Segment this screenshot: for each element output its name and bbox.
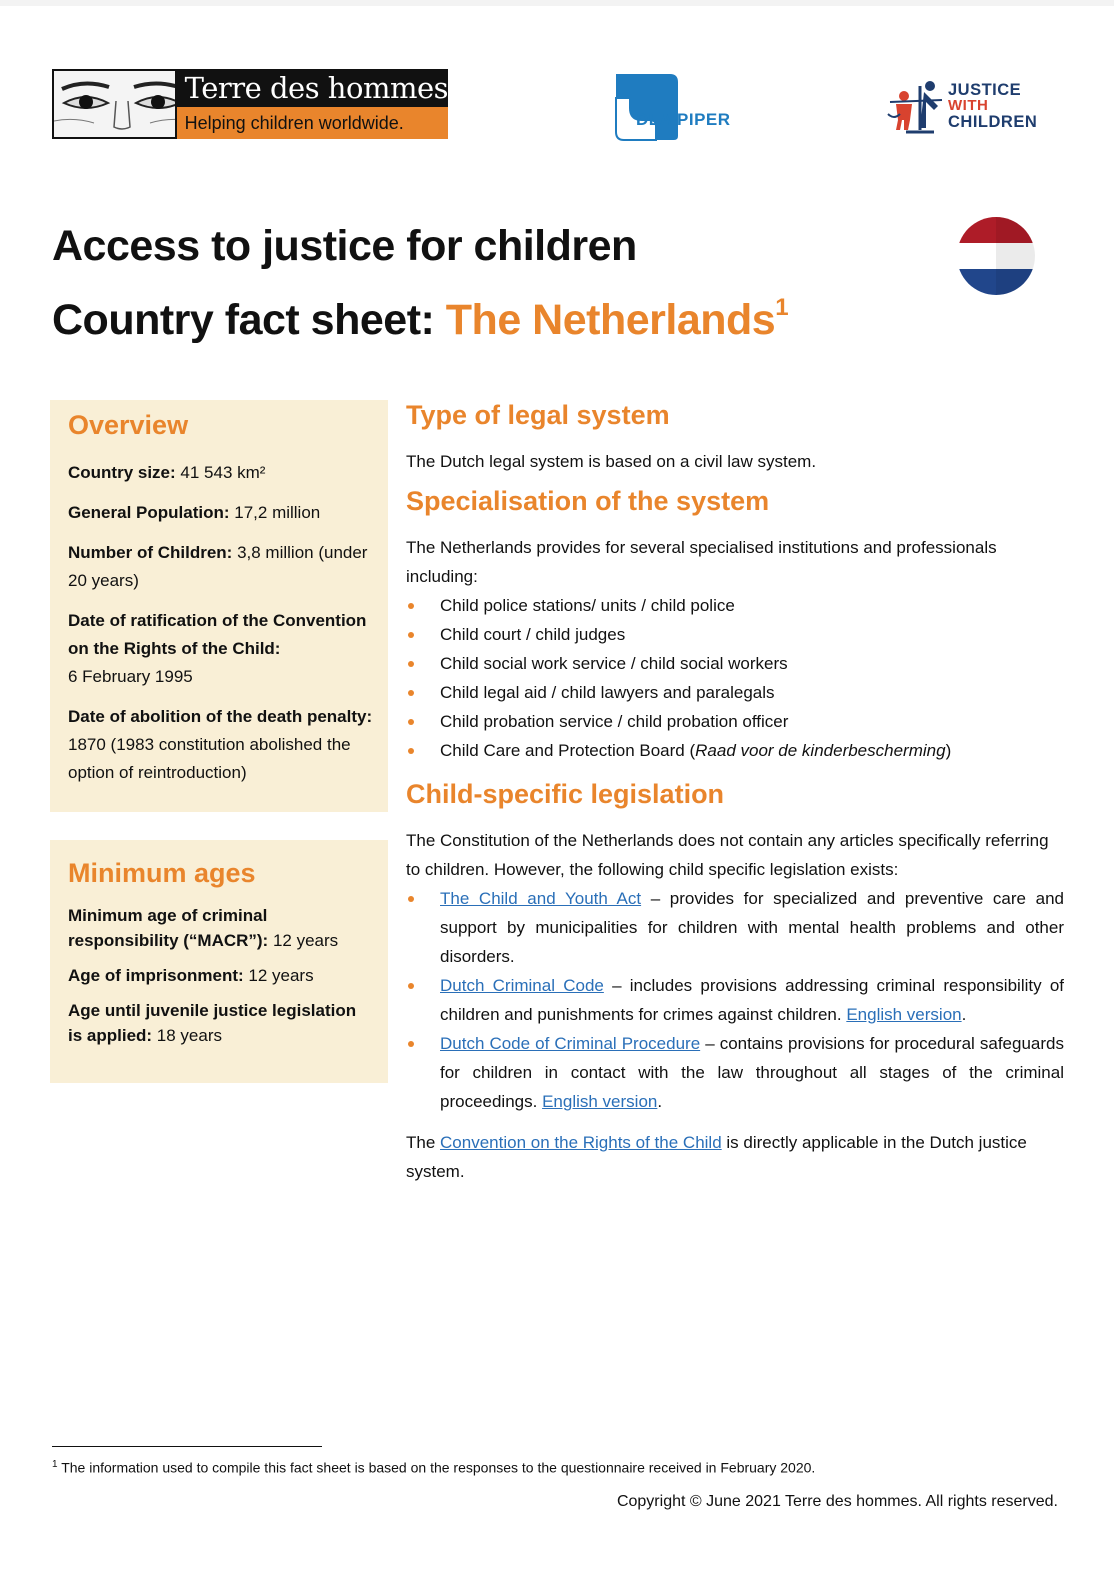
fact-value: 17,2 million [229, 503, 321, 522]
fact-label: Minimum age of criminal responsibility (“MACR”): [68, 906, 269, 950]
specialisation-list [406, 591, 1064, 765]
terre-des-hommes-logo [52, 69, 448, 139]
item-text: The [406, 1133, 441, 1152]
fact-label: Number of Children: [68, 543, 233, 562]
overview-heading: Overview [68, 410, 189, 440]
item-text: ) [945, 741, 952, 760]
jwc-line-with: WITH [948, 97, 989, 114]
page-title: Access to justice for children [52, 222, 637, 270]
dla-piper-name: DLA PIPER [636, 110, 731, 129]
fact-label: Country size: [68, 463, 176, 482]
list-item [406, 736, 1064, 765]
list-item: Child probation service / child probation officer [406, 707, 1064, 736]
eyes-photo-icon [52, 69, 177, 139]
list-item [406, 971, 1064, 1029]
netherlands-flag-icon [957, 217, 1035, 295]
fact-label: Date of abolition of the death penalty: [68, 707, 373, 726]
legislation-list [406, 884, 1064, 1116]
list-item: Child social work service / child social workers [406, 649, 1064, 678]
criminal-code-link[interactable]: Dutch Criminal Code [440, 976, 604, 995]
minimum-ages-heading: Minimum ages [68, 858, 256, 888]
crc-applicability-text [406, 1128, 1064, 1186]
overview-panel [50, 400, 388, 812]
list-item [406, 1029, 1064, 1116]
crc-link[interactable]: Convention on the Rights of the Child [440, 1133, 722, 1152]
list-item [406, 884, 1064, 971]
page-subtitle [52, 293, 789, 345]
item-text: – contains provisions for procedural safeguards for children in contact with the law throughout all stages of the criminal proceedings. [440, 1034, 1064, 1111]
fact-value: 41 543 km² [175, 463, 266, 482]
fact-value: 12 years [268, 931, 339, 950]
criminal-procedure-link[interactable]: Dutch Code of Criminal Procedure [440, 1034, 701, 1053]
dla-piper-mark-icon [612, 70, 682, 142]
criminal-procedure-english-link[interactable]: English version [542, 1092, 658, 1111]
jwc-line-children: CHILDREN [948, 113, 1038, 131]
list-item: Child legal aid / child lawyers and paralegals [406, 678, 1064, 707]
item-italic-text: Raad voor de kinderbescherming [695, 741, 946, 760]
item-text: – includes provisions addressing criminal responsibility of children and punishments for crimes against children. [440, 976, 1064, 1024]
justice-with-children-logo [886, 80, 1056, 136]
country-name: The Netherlands [445, 296, 776, 344]
footnote-divider [52, 1446, 322, 1447]
fact-imprisonment [68, 963, 374, 988]
list-item: Child court / child judges [406, 620, 1064, 649]
footnote [52, 1459, 815, 1476]
list-item: Child police stations/ units / child police [406, 591, 1064, 620]
footnote-ref: 1 [775, 293, 789, 321]
child-youth-act-link[interactable]: The Child and Youth Act [440, 889, 642, 908]
legislation-intro: The Constitution of the Netherlands does not contain any articles specifically referring to children. However, the following child specific legislation exists: [406, 831, 1049, 879]
fact-value: 12 years [243, 966, 314, 985]
fact-crc-ratification [68, 607, 374, 691]
item-text: is directly applicable in the Dutch justice system. [406, 1133, 1027, 1181]
item-text: – provides for specialized and preventive care and support by municipalities for children with mental health problems and other disorders. [440, 889, 1064, 966]
fact-label: Age of imprisonment: [68, 966, 244, 985]
main-content [406, 400, 1064, 1186]
subtitle-prefix: Country fact sheet: [52, 296, 446, 344]
copyright: Copyright © June 2021 Terre des hommes. All rights reserved. [616, 1493, 1058, 1510]
fact-value: 18 years [152, 1026, 223, 1045]
jwc-line-justice: JUSTICE [948, 81, 1022, 99]
fact-value: 6 February 1995 [68, 667, 193, 686]
item-text: . [657, 1092, 663, 1111]
fact-value: 3,8 million (under 20 years) [68, 543, 368, 590]
top-edge [0, 0, 1114, 6]
scales-children-icon [886, 80, 946, 136]
fact-label: Date of ratification of the Convention on the Rights of the Child: [68, 611, 367, 658]
legal-system-heading: Type of legal system [406, 400, 670, 430]
fact-death-penalty [68, 703, 374, 787]
fact-juvenile-justice [68, 998, 374, 1048]
fact-population [68, 499, 374, 527]
criminal-code-english-link[interactable]: English version [846, 1005, 962, 1024]
fact-macr [68, 903, 374, 953]
specialisation-heading: Specialisation of the system [406, 486, 770, 516]
tdh-name: Terre des hommes [177, 69, 448, 107]
tdh-tagline: Helping children worldwide. [177, 107, 448, 139]
legislation-heading: Child-specific legislation [406, 779, 725, 809]
item-text: Child Care and Protection Board ( [440, 741, 696, 760]
item-text: . [961, 1005, 967, 1024]
fact-country-size [68, 459, 374, 487]
fact-label: Age until juvenile justice legislation is applied: [68, 1001, 357, 1045]
footnote-text: The information used to compile this fact sheet is based on the responses to the questionnaire received in February 2020. [57, 1459, 816, 1476]
specialisation-intro: The Netherlands provides for several specialised institutions and professionals including: [406, 538, 997, 586]
fact-children [68, 539, 374, 595]
minimum-ages-panel [50, 840, 388, 1083]
fact-value: 1870 (1983 constitution abolished the option of reintroduction) [68, 735, 351, 782]
legal-system-text: The Dutch legal system is based on a civil law system. [406, 452, 817, 471]
fact-label: General Population: [68, 503, 230, 522]
dla-piper-logo [612, 70, 742, 142]
footnote-number: 1 [52, 1459, 58, 1470]
